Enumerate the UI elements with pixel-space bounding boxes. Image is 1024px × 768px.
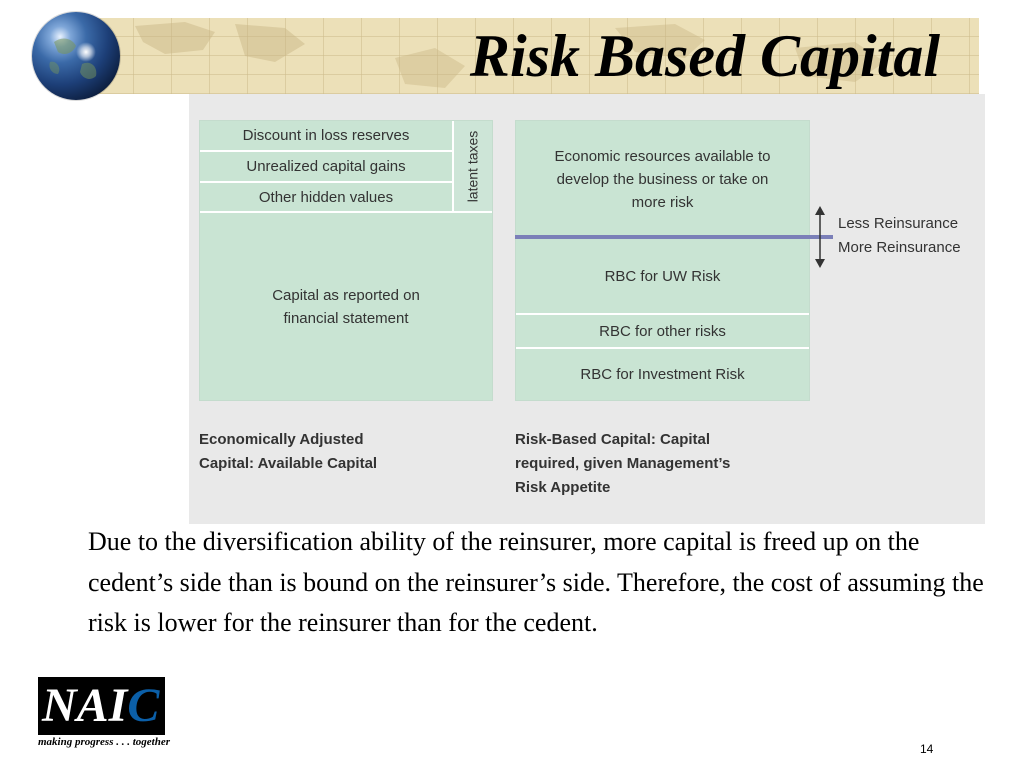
logo-letter-c: C xyxy=(127,679,160,732)
right-item-uw-risk: RBC for UW Risk xyxy=(516,239,809,313)
double-arrow-icon xyxy=(809,206,831,268)
less-reinsurance-label: Less Reinsurance xyxy=(838,215,959,232)
globe-highlight xyxy=(76,42,96,62)
right-caption-line1: Risk-Based Capital: Capital xyxy=(515,431,711,448)
right-item-investment-risk: RBC for Investment Risk xyxy=(516,349,809,400)
logo-letters: NAI xyxy=(42,679,128,732)
body-paragraph: Due to the diversification ability of the reinsurer, more capital is freed up on the cedent’s side than is bound on the reinsurer’s side. Therefore, the cost of assuming the risk is lower for the reinsurer than for the cedent. xyxy=(88,527,984,637)
naic-logo xyxy=(38,677,202,735)
right-caption-line3: Risk Appetite xyxy=(515,479,611,496)
right-top-economic-resources: Economic resources available to develop the business or take on more risk xyxy=(516,121,809,238)
logo-white-block xyxy=(165,677,202,735)
right-caption-line2: required, given Management’s xyxy=(515,455,731,472)
left-item-unrealized-gains: Unrealized capital gains xyxy=(200,152,452,181)
management-appetite-line xyxy=(515,235,833,239)
left-caption-line2: Capital: Available Capital xyxy=(199,455,378,472)
logo-tagline: making progress . . . together xyxy=(38,736,171,748)
globe-icon xyxy=(32,12,120,100)
capital-diagram xyxy=(189,94,985,524)
right-item-other-risks: RBC for other risks xyxy=(516,315,809,347)
left-base-capital: Capital as reported on financial statement xyxy=(200,213,492,400)
left-item-discount: Discount in loss reserves xyxy=(200,121,452,150)
left-caption-line1: Economically Adjusted xyxy=(199,431,364,448)
left-item-hidden-values: Other hidden values xyxy=(200,183,452,211)
page-number: 14 xyxy=(920,742,934,756)
slide-title: Risk Based Capital xyxy=(469,23,940,89)
more-reinsurance-label: More Reinsurance xyxy=(838,239,961,256)
latent-taxes-label: latent taxes xyxy=(464,130,481,202)
latent-taxes-label-box xyxy=(452,121,494,211)
